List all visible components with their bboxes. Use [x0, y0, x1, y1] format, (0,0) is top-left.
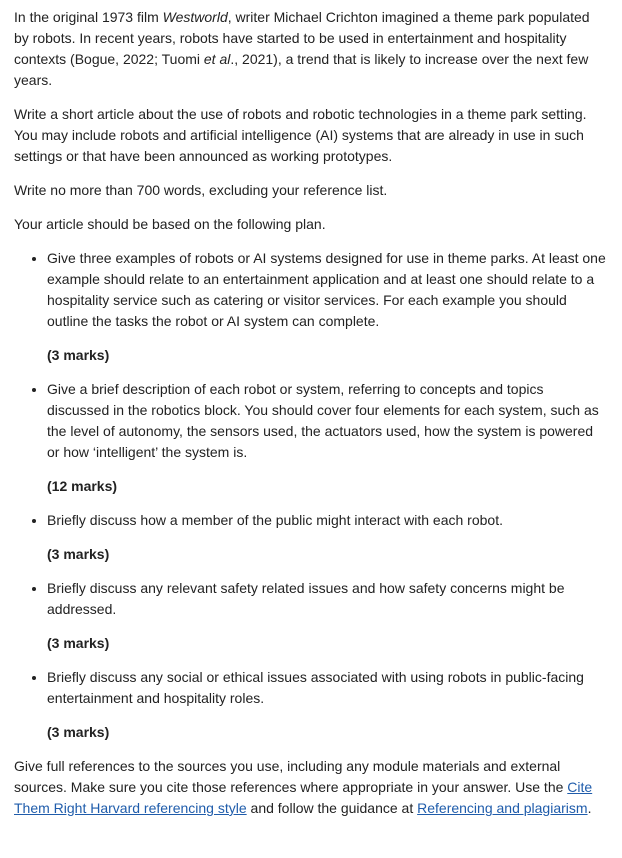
plan-item	[47, 578, 608, 654]
intro-text-2: , writer Michael Crichton imagined a theme park populated by robots. In recent years, robots have started to be used in entertainment and hospitality contexts (Bogue, 2022; Tuomi	[14, 9, 590, 67]
plan-item-text: • Briefly discuss any social or ethical issues associated with using robots in public-facing entertainment and hospitality roles.	[47, 669, 584, 706]
references-text-2: and follow the guidance at	[246, 800, 418, 816]
plan-item-marks: (12 marks)	[47, 478, 118, 494]
intro-text-1: In the original 1973 film	[14, 9, 163, 25]
referencing-plagiarism-link[interactable]: Referencing and plagiarism	[417, 800, 588, 816]
plan-item-text: • Briefly discuss any relevant safety related issues and how safety concerns might be addressed.	[47, 580, 565, 617]
plan-item-marks: (3 marks)	[47, 724, 110, 740]
plan-item-text: • Give a brief description of each robot or system, referring to concepts and topics discussed in the robotics block. You should cover four elements for each system, such as the level of autonomy, the sensors used, the actuators used, how the system is powered or how ‘intelligent’ the system is.	[47, 381, 599, 460]
plan-item	[47, 667, 608, 743]
plan-item-text: • Give three examples of robots or AI systems designed for use in theme parks. At least one example should relate to an entertainment application and at least one should relate to a hospitality service such as catering or visitor services. For each example you should outline the tasks the robot or AI system can complete.	[47, 250, 606, 329]
plan-intro-paragraph: Your article should be based on the following plan.	[14, 216, 326, 232]
plan-item-marks: (3 marks)	[47, 635, 110, 651]
word-limit-paragraph: Write no more than 700 words, excluding your reference list.	[14, 182, 388, 198]
plan-item	[47, 248, 608, 366]
plan-item-text: • Briefly discuss how a member of the public might interact with each robot.	[47, 512, 503, 528]
plan-item	[47, 510, 608, 565]
plan-item-marks: (3 marks)	[47, 347, 110, 363]
plan-list	[14, 248, 608, 743]
references-text-1: Give full references to the sources you use, including any module materials and external sources. Make sure you cite those references where appropriate in your answer. Use the	[14, 758, 568, 795]
task-paragraph: Write a short article about the use of robots and robotic technologies in a theme park setting. You may include robots and artificial intelligence (AI) systems that are already in use in such settings or that have been announced as working prototypes.	[14, 106, 587, 164]
plan-item-marks: (3 marks)	[47, 546, 110, 562]
plan-item	[47, 379, 608, 497]
intro-paragraph	[14, 7, 608, 91]
film-title: Westworld	[162, 9, 228, 25]
intro-text-3: ., 2021), a trend that is likely to increase over the next few years.	[14, 51, 589, 88]
et-al: et al	[203, 51, 231, 67]
cite-them-right-link[interactable]: Cite Them Right Harvard referencing style	[14, 779, 593, 816]
references-text-3: .	[587, 800, 592, 816]
references-paragraph	[14, 756, 608, 819]
